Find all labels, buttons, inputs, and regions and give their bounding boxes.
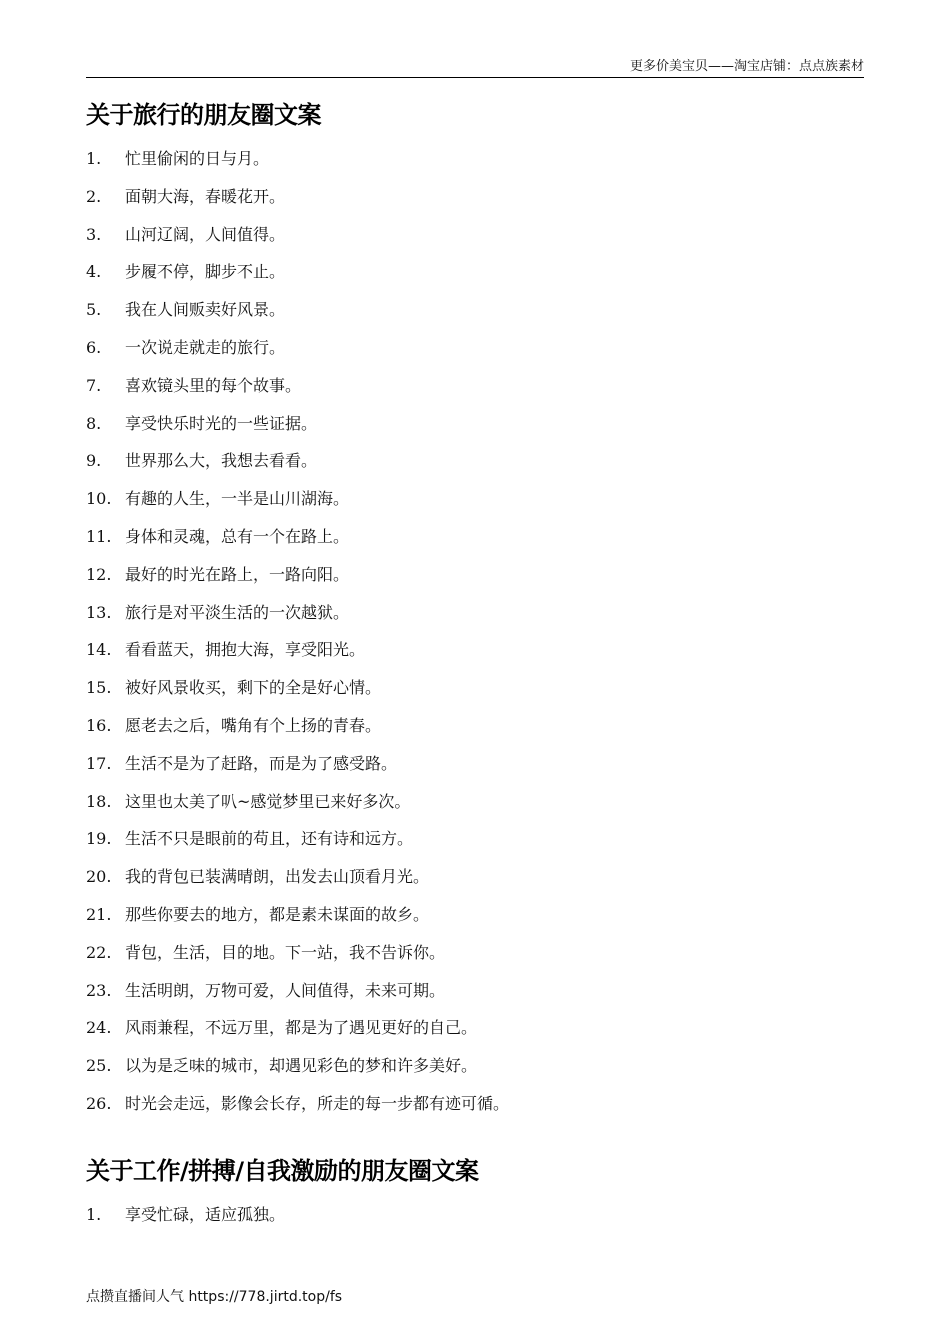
item-text: 享受忙碌，适应孤独。 xyxy=(125,1205,286,1224)
list-item xyxy=(86,677,509,715)
item-number: 12. xyxy=(86,564,112,584)
page-footer: 点攒直播间人气 https://778.jirtd.top/fs xyxy=(86,1289,343,1305)
item-text: 生活不是为了赶路，而是为了感受路。 xyxy=(125,753,398,773)
item-text: 时光会走远，影像会长存，所走的每一步都有迹可循。 xyxy=(125,1093,510,1113)
list-item xyxy=(86,715,509,753)
item-number: 1. xyxy=(86,1205,102,1224)
item-text: 有趣的人生，一半是山川湖海。 xyxy=(125,489,350,509)
item-number: 19. xyxy=(86,829,112,849)
list-item xyxy=(86,450,509,488)
item-number: 5. xyxy=(86,300,102,320)
item-number: 20. xyxy=(86,867,112,887)
item-number: 7. xyxy=(86,375,102,395)
item-text: 生活不只是眼前的苟且，还有诗和远方。 xyxy=(125,829,414,849)
list-item xyxy=(86,337,509,375)
list-item xyxy=(86,186,509,224)
item-text: 最好的时光在路上，一路向阳。 xyxy=(125,564,350,584)
list-item xyxy=(86,602,509,640)
item-number: 13. xyxy=(86,602,112,622)
list-item xyxy=(86,866,509,904)
item-number: 4. xyxy=(86,262,102,282)
list-item xyxy=(86,224,509,262)
section-title-work: 关于工作/拼搏/自我激励的朋友圈文案 xyxy=(86,1157,479,1185)
item-number: 18. xyxy=(86,791,112,811)
list-item xyxy=(86,904,509,942)
list-item xyxy=(86,299,509,337)
list-item xyxy=(86,413,509,451)
list-item xyxy=(86,261,509,299)
list-item xyxy=(86,942,509,980)
item-text: 生活明朗，万物可爱，人间值得，未来可期。 xyxy=(125,980,446,1000)
work-caption-list xyxy=(86,1204,285,1242)
item-number: 9. xyxy=(86,451,102,471)
list-item xyxy=(86,1204,285,1242)
list-item xyxy=(86,1093,509,1131)
item-text: 享受快乐时光的一些证据。 xyxy=(125,413,318,433)
list-item xyxy=(86,1055,509,1093)
item-text: 这里也太美了叭~感觉梦里已来好多次。 xyxy=(125,791,411,811)
list-item xyxy=(86,564,509,602)
item-text: 喜欢镜头里的每个故事。 xyxy=(125,375,302,395)
item-number: 3. xyxy=(86,224,102,244)
item-text: 世界那么大，我想去看看。 xyxy=(125,451,318,471)
list-item xyxy=(86,148,509,186)
item-number: 17. xyxy=(86,753,112,773)
item-number: 8. xyxy=(86,413,102,433)
item-text: 我在人间贩卖好风景。 xyxy=(125,300,286,320)
list-item xyxy=(86,828,509,866)
item-number: 26. xyxy=(86,1093,112,1113)
item-text: 步履不停，脚步不止。 xyxy=(125,262,286,282)
item-text: 愿老去之后，嘴角有个上扬的青春。 xyxy=(125,715,382,735)
item-text: 身体和灵魂，总有一个在路上。 xyxy=(125,526,350,546)
item-text: 一次说走就走的旅行。 xyxy=(125,337,286,357)
item-number: 6. xyxy=(86,337,102,357)
list-item xyxy=(86,639,509,677)
list-item xyxy=(86,526,509,564)
item-text: 山河辽阔，人间值得。 xyxy=(125,224,286,244)
item-text: 背包，生活，目的地。下一站，我不告诉你。 xyxy=(125,942,446,962)
item-number: 11. xyxy=(86,526,112,546)
travel-caption-list xyxy=(86,148,509,1131)
section-title-travel: 关于旅行的朋友圈文案 xyxy=(86,101,321,129)
item-text: 旅行是对平淡生活的一次越狱。 xyxy=(125,602,350,622)
item-number: 2. xyxy=(86,186,102,206)
item-text: 以为是乏味的城市，却遇见彩色的梦和许多美好。 xyxy=(125,1056,478,1076)
list-item xyxy=(86,980,509,1018)
list-item xyxy=(86,375,509,413)
item-number: 15. xyxy=(86,678,112,698)
item-number: 25. xyxy=(86,1056,112,1076)
header-divider xyxy=(86,77,864,78)
list-item xyxy=(86,791,509,829)
item-text: 我的背包已装满晴朗，出发去山顶看月光。 xyxy=(125,867,430,887)
item-text: 面朝大海，春暖花开。 xyxy=(125,186,286,206)
page-header: 更多价美宝贝——淘宝店铺：点点族素材 xyxy=(629,59,864,74)
item-number: 23. xyxy=(86,980,112,1000)
item-text: 忙里偷闲的日与月。 xyxy=(125,149,270,168)
item-number: 24. xyxy=(86,1018,112,1038)
item-number: 16. xyxy=(86,715,112,735)
list-item xyxy=(86,488,509,526)
item-number: 21. xyxy=(86,904,112,924)
item-number: 22. xyxy=(86,942,112,962)
item-number: 10. xyxy=(86,489,112,509)
list-item xyxy=(86,1017,509,1055)
item-number: 14. xyxy=(86,640,112,660)
item-text: 看看蓝天，拥抱大海，享受阳光。 xyxy=(125,640,366,660)
item-number: 1. xyxy=(86,149,102,168)
item-text: 那些你要去的地方，都是素未谋面的故乡。 xyxy=(125,904,430,924)
item-text: 被好风景收买，剩下的全是好心情。 xyxy=(125,678,382,698)
item-text: 风雨兼程，不远万里，都是为了遇见更好的自己。 xyxy=(125,1018,478,1038)
list-item xyxy=(86,753,509,791)
